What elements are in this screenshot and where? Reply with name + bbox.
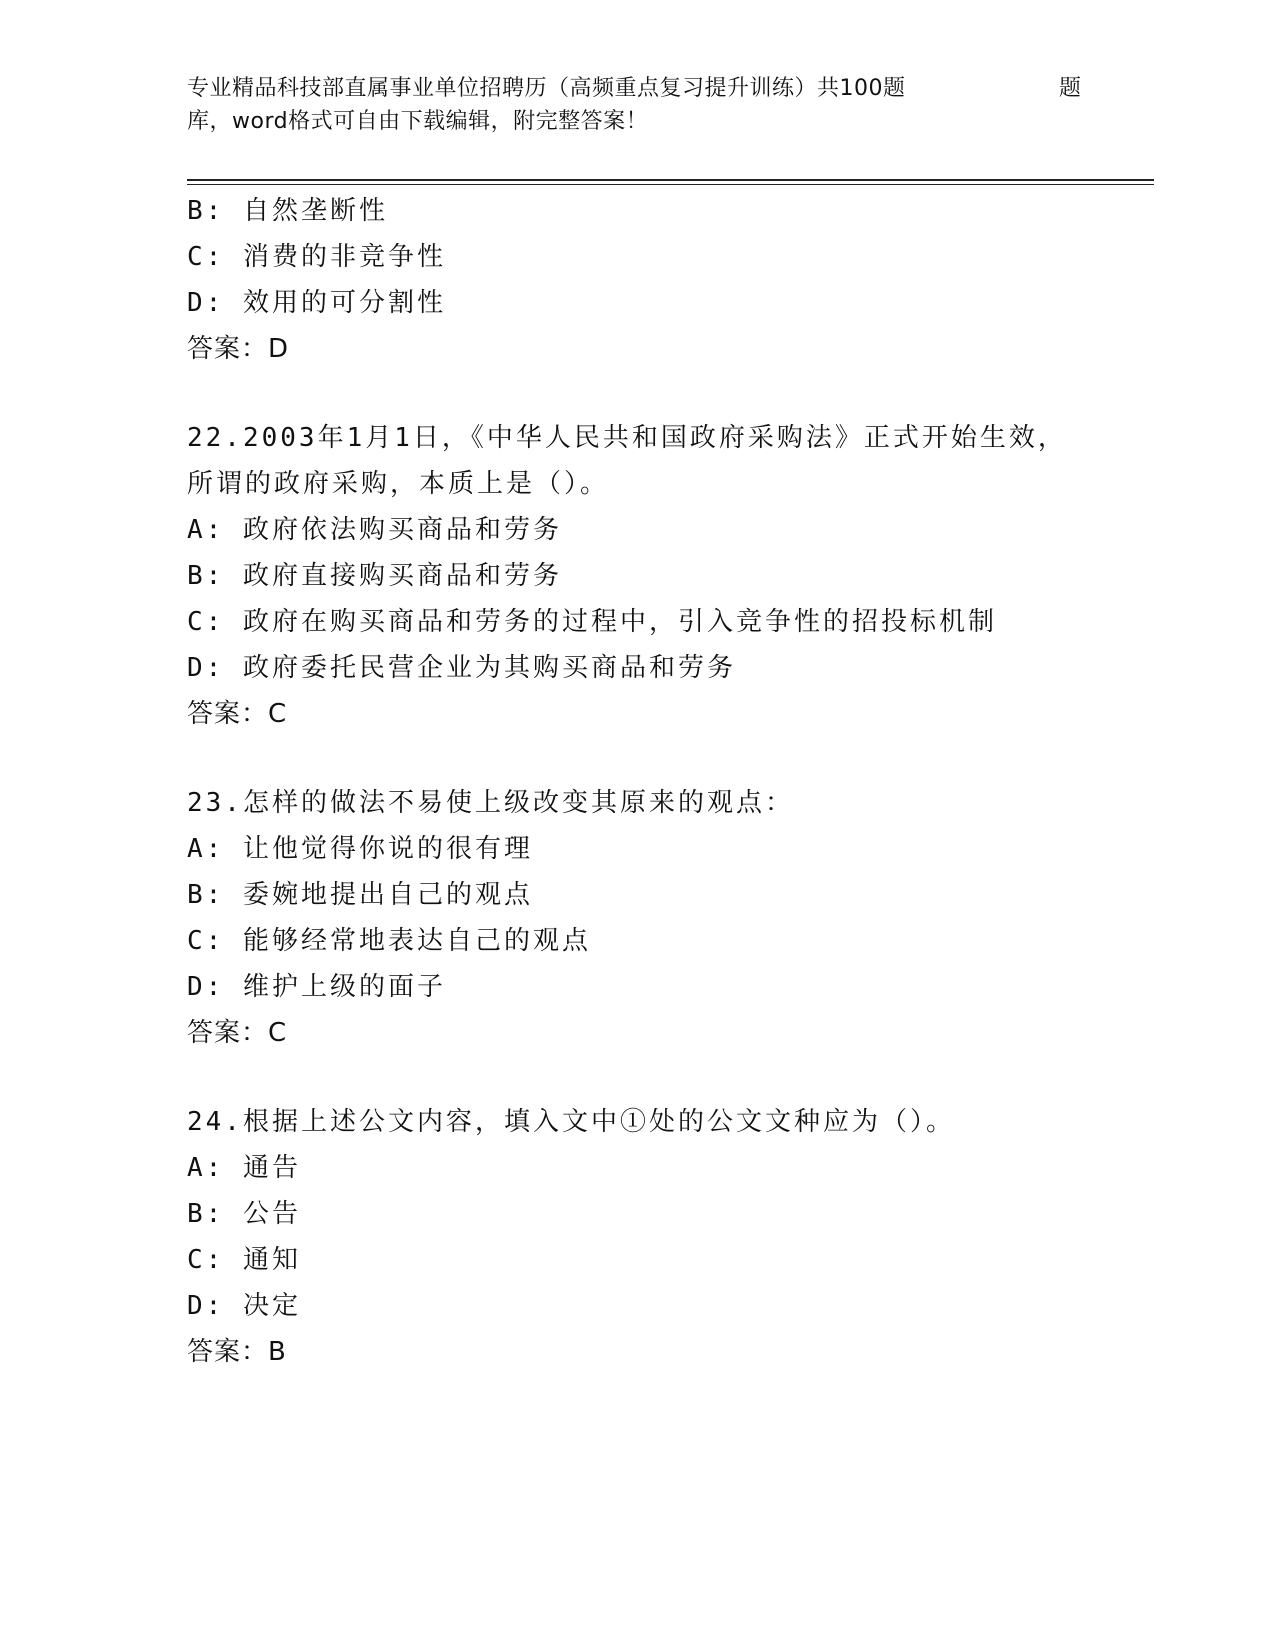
option-line — [187, 826, 1147, 872]
option-label: A: — [187, 515, 225, 545]
document-body — [187, 188, 1147, 1375]
question-stem: 24.根据上述公文内容，填入文中①处的公文文种应为（）。 — [187, 1107, 955, 1137]
option-line — [187, 964, 1147, 1010]
option-label: A: — [187, 834, 225, 864]
option-line — [187, 280, 1147, 326]
header-line-2: 库，word格式可自由下载编辑，附完整答案！ — [187, 109, 649, 134]
option-text: 委婉地提出自己的观点 — [242, 880, 533, 910]
option-text: 通知 — [242, 1245, 301, 1275]
option-line — [187, 234, 1147, 280]
option-line — [187, 1283, 1147, 1329]
option-label: D: — [187, 288, 225, 318]
option-text: 政府直接购买商品和劳务 — [242, 561, 562, 591]
option-label: C: — [187, 607, 225, 637]
option-text: 决定 — [242, 1291, 301, 1321]
question-block-prev — [187, 188, 1147, 372]
option-text: 能够经常地表达自己的观点 — [242, 926, 591, 956]
option-line — [187, 872, 1147, 918]
option-text: 消费的非竞争性 — [242, 242, 446, 272]
option-line — [187, 645, 1147, 691]
answer-line: 答案：B — [187, 1337, 287, 1367]
question-block-23 — [187, 780, 1147, 1056]
option-line — [187, 599, 1147, 645]
option-text: 让他觉得你说的很有理 — [242, 834, 533, 864]
option-text: 政府依法购买商品和劳务 — [242, 515, 562, 545]
answer-line: 答案：C — [187, 1018, 288, 1048]
header-rule-thick — [187, 179, 1154, 181]
option-text: 政府在购买商品和劳务的过程中，引入竞争性的招投标机制 — [242, 607, 997, 637]
option-label: D: — [187, 1291, 225, 1321]
option-label: C: — [187, 242, 225, 272]
question-block-24 — [187, 1099, 1147, 1375]
option-line — [187, 1237, 1147, 1283]
option-line — [187, 553, 1147, 599]
question-stem: 23.怎样的做法不易使上级改变其原来的观点： — [187, 788, 794, 818]
option-text: 效用的可分割性 — [242, 288, 446, 318]
option-label: D: — [187, 653, 225, 683]
option-label: D: — [187, 972, 225, 1002]
option-label: B: — [187, 880, 225, 910]
answer-line: 答案：C — [187, 699, 288, 729]
option-label: B: — [187, 1199, 225, 1229]
option-label: A: — [187, 1153, 225, 1183]
option-text: 政府委托民营企业为其购买商品和劳务 — [242, 653, 736, 683]
header-title: 专业精品科技部直属事业单位招聘历（高频重点复习提升训练）共100题 — [187, 76, 906, 101]
answer-line: 答案：D — [187, 334, 290, 364]
header-title-tail: 题 — [1059, 76, 1082, 101]
option-label: C: — [187, 926, 225, 956]
option-text: 自然垄断性 — [242, 196, 388, 226]
header-rule-thin — [187, 184, 1154, 185]
option-line — [187, 1145, 1147, 1191]
option-text: 通告 — [242, 1153, 301, 1183]
option-label: C: — [187, 1245, 225, 1275]
question-stem: 22.2003年1月1日，《中华人民共和国政府采购法》正式开始生效， — [187, 423, 1067, 453]
question-block-22 — [187, 415, 1147, 737]
header-line-1 — [187, 72, 1087, 105]
page-header — [187, 72, 1087, 138]
option-label: B: — [187, 196, 225, 226]
option-line — [187, 918, 1147, 964]
option-line — [187, 188, 1147, 234]
option-text: 维护上级的面子 — [242, 972, 446, 1002]
option-label: B: — [187, 561, 225, 591]
question-stem-continued: 所谓的政府采购，本质上是（）。 — [187, 469, 610, 499]
option-line — [187, 1191, 1147, 1237]
option-line — [187, 507, 1147, 553]
option-text: 公告 — [242, 1199, 301, 1229]
